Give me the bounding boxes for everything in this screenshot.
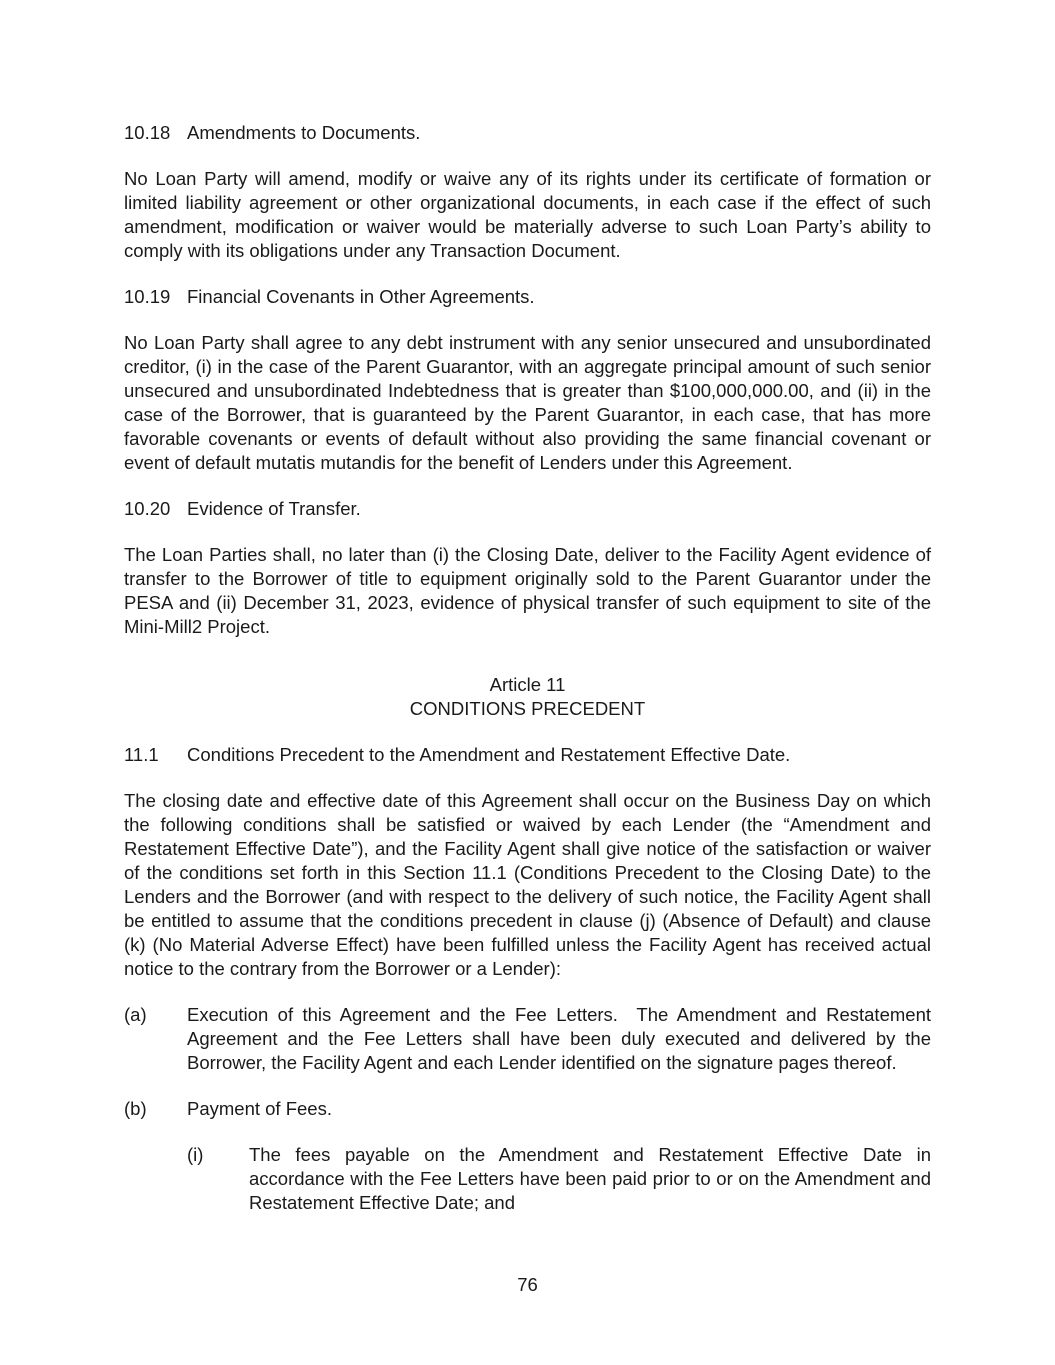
- document-page: [124, 121, 931, 1215]
- section-number: 10.20: [124, 498, 171, 519]
- subclause-body: The fees payable on the Amendment and Restatement Effective Date in accordance with the Fee Letters have been paid prior to or on the Amendment and Restatement Effective Date; and: [249, 1144, 931, 1213]
- clause-b: [124, 1097, 931, 1121]
- section-title: Financial Covenants in Other Agreements.: [187, 286, 535, 307]
- page-number: 76: [517, 1274, 538, 1295]
- subclause-b-i: [187, 1143, 931, 1215]
- section-number: 10.18: [124, 122, 171, 143]
- clause-a: [124, 1003, 931, 1075]
- clause-title: Payment of Fees.: [187, 1098, 332, 1119]
- clause-body: The Amendment and Restatement Agreement and the Fee Letters shall have been duly executed and delivered by the Borrower, the Facility Agent and each Lender identified on the signature pages thereof.: [187, 1004, 931, 1073]
- section-body-11-1: The closing date and effective date of this Agreement shall occur on the Business Day on which the following conditions shall be satisfied or waived by each Lender (the “Amendment and Restatement Effective Date”), and the Facility Agent shall give notice of the satisfaction or waiver of the conditions set forth in this Section 11.1 (Conditions Precedent to the Closing Date) to the Lenders and the Borrower (and with respect to the delivery of such notice, the Facility Agent shall be entitled to assume that the conditions precedent in clause (j) (Absence of Default) and clause (k) (No Material Adverse Effect) have been fulfilled unless the Facility Agent has received actual notice to the contrary from the Borrower or a Lender):: [124, 790, 931, 979]
- section-number: 10.19: [124, 286, 171, 307]
- section-number: 11.1: [124, 744, 159, 765]
- section-body-10-18: No Loan Party will amend, modify or waive any of its rights under its certificate of formation or limited liability agreement or other organizational documents, in each case if the effect of such amendment, modification or waiver would be materially adverse to such Loan Party’s ability to comply with its obligations under any Transaction Document.: [124, 168, 931, 261]
- subclause-label: (i): [187, 1144, 204, 1165]
- section-title: Evidence of Transfer.: [187, 498, 361, 519]
- section-heading-10-18: [124, 121, 931, 145]
- clause-label: (b): [124, 1098, 147, 1119]
- section-heading-10-20: [124, 497, 931, 521]
- section-heading-11-1: [124, 743, 931, 767]
- section-body-10-20: The Loan Parties shall, no later than (i) the Closing Date, deliver to the Facility Agent evidence of transfer to the Borrower of title to equipment originally sold to the Parent Guarantor under the PESA and (ii) December 31, 2023, evidence of physical transfer of such equipment to site of the Mini-Mill2 Project.: [124, 544, 931, 637]
- section-title: Conditions Precedent to the Amendment and Restatement Effective Date.: [187, 744, 791, 765]
- section-title: Amendments to Documents.: [187, 122, 421, 143]
- article-title: CONDITIONS PRECEDENT: [409, 698, 646, 719]
- clause-label: (a): [124, 1004, 147, 1025]
- section-body-10-19: No Loan Party shall agree to any debt instrument with any senior unsecured and unsubordinated creditor, (i) in the case of the Parent Guarantor, with an aggregate principal amount of such senior unsecured and unsubordinated Indebtedness that is greater than $100,000,000.00, and (ii) in the case of the Borrower, that is guaranteed by the Parent Guarantor, in each case, that has more favorable covenants or events of default without also providing the same financial covenant or event of default mutatis mutandis for the benefit of Lenders under this Agreement.: [124, 332, 931, 473]
- section-heading-10-19: [124, 285, 931, 309]
- clause-title: Execution of this Agreement and the Fee Letters.: [187, 1004, 618, 1025]
- article-label: Article 11: [489, 674, 566, 695]
